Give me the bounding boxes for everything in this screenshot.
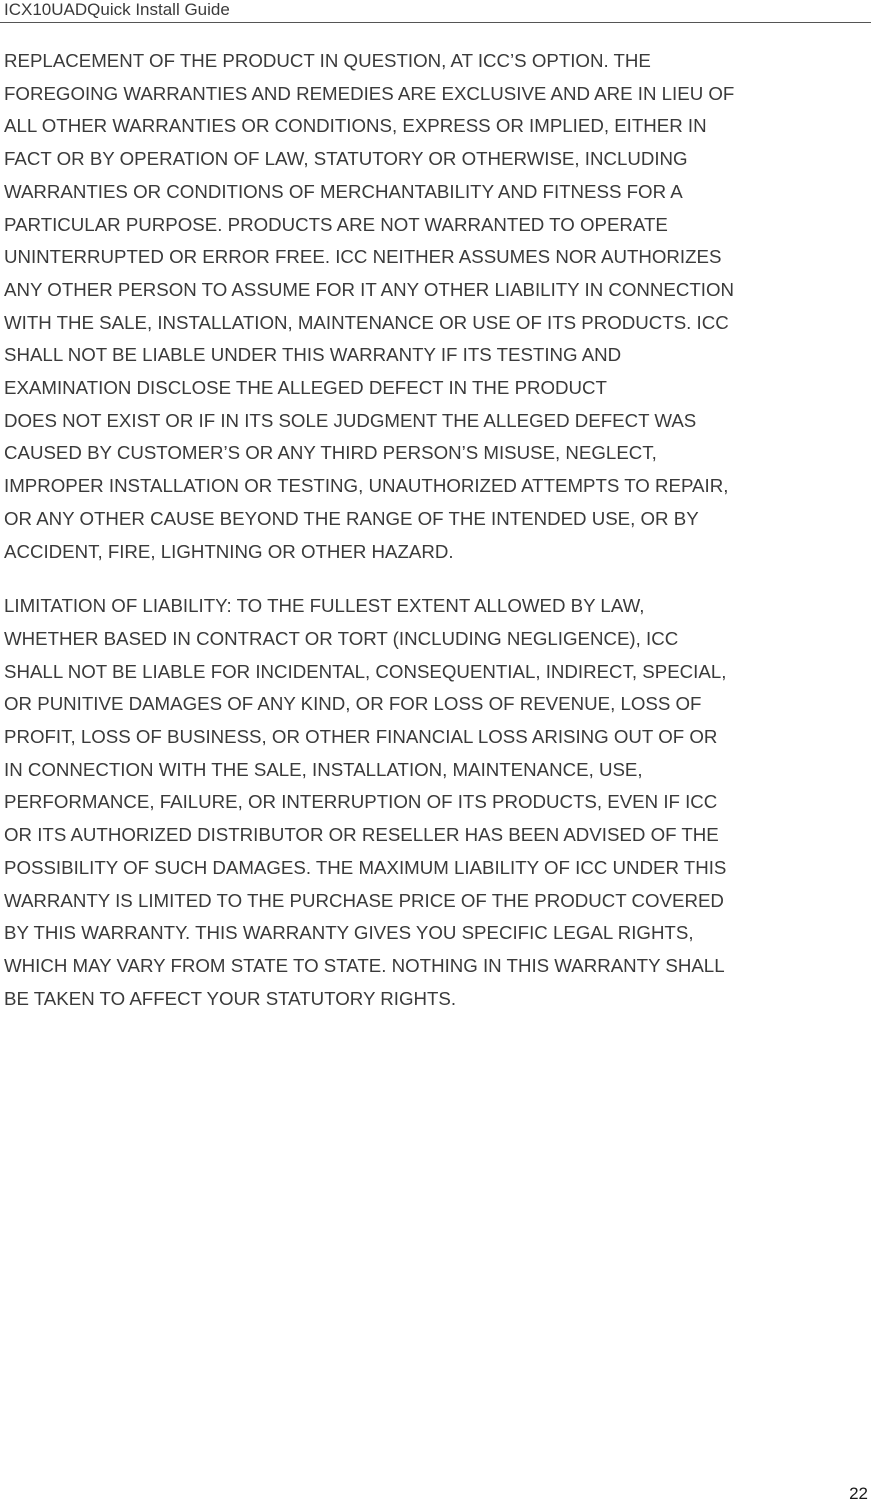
- text-line: IMPROPER INSTALLATION OR TESTING, UNAUTHORIZED ATTEMPTS TO REPAIR,: [4, 475, 729, 497]
- text-line: DOES NOT EXIST OR IF IN ITS SOLE JUDGMENT THE ALLEGED DEFECT WAS: [4, 409, 697, 431]
- text-line: ALL OTHER WARRANTIES OR CONDITIONS, EXPRESS OR IMPLIED, EITHER IN: [4, 115, 707, 137]
- text-line: REPLACEMENT OF THE PRODUCT IN QUESTION, AT ICC’S OPTION. THE: [4, 50, 651, 71]
- text-line: OR ANY OTHER CAUSE BEYOND THE RANGE OF THE INTENDED USE, OR BY: [4, 507, 699, 529]
- text-line: ANY OTHER PERSON TO ASSUME FOR IT ANY OTHER LIABILITY IN CONNECTION: [4, 278, 735, 300]
- text-line: POSSIBILITY OF SUCH DAMAGES. THE MAXIMUM LIABILITY OF ICC UNDER THIS: [4, 856, 727, 878]
- page-number: 22: [849, 1484, 868, 1503]
- warranty-remedies-paragraph: [4, 45, 870, 568]
- text-line: PROFIT, LOSS OF BUSINESS, OR OTHER FINANCIAL LOSS ARISING OUT OF OR: [4, 726, 718, 748]
- document-title: ICX10UADQuick Install Guide: [4, 0, 230, 19]
- text-line: LIMITATION OF LIABILITY: TO THE FULLEST EXTENT ALLOWED BY LAW,: [4, 595, 645, 617]
- text-line: SHALL NOT BE LIABLE UNDER THIS WARRANTY IF ITS TESTING AND: [4, 344, 622, 366]
- text-line: PERFORMANCE, FAILURE, OR INTERRUPTION OF ITS PRODUCTS, EVEN IF ICC: [4, 791, 718, 813]
- document-body: [4, 45, 870, 1015]
- text-line: ACCIDENT, FIRE, LIGHTNING OR OTHER HAZARD.: [4, 540, 454, 562]
- text-line: EXAMINATION DISCLOSE THE ALLEGED DEFECT IN THE PRODUCT: [4, 377, 607, 399]
- text-line: OR ITS AUTHORIZED DISTRIBUTOR OR RESELLER HAS BEEN ADVISED OF THE: [4, 824, 719, 846]
- limitation-of-liability-paragraph: [4, 590, 870, 1015]
- text-line: BY THIS WARRANTY. THIS WARRANTY GIVES YOU SPECIFIC LEGAL RIGHTS,: [4, 922, 694, 944]
- text-line: OR PUNITIVE DAMAGES OF ANY KIND, OR FOR LOSS OF REVENUE, LOSS OF: [4, 693, 702, 715]
- text-line: WARRANTY IS LIMITED TO THE PURCHASE PRICE OF THE PRODUCT COVERED: [4, 889, 724, 911]
- text-line: WHICH MAY VARY FROM STATE TO STATE. NOTHING IN THIS WARRANTY SHALL: [4, 954, 725, 976]
- text-line: WITH THE SALE, INSTALLATION, MAINTENANCE OR USE OF ITS PRODUCTS. ICC: [4, 311, 729, 333]
- text-line: SHALL NOT BE LIABLE FOR INCIDENTAL, CONSEQUENTIAL, INDIRECT, SPECIAL,: [4, 660, 727, 682]
- text-line: FOREGOING WARRANTIES AND REMEDIES ARE EXCLUSIVE AND ARE IN LIEU OF: [4, 82, 735, 104]
- page-header: [0, 0, 871, 23]
- text-line: CAUSED BY CUSTOMER’S OR ANY THIRD PERSON’S MISUSE, NEGLECT,: [4, 442, 657, 464]
- text-line: FACT OR BY OPERATION OF LAW, STATUTORY OR OTHERWISE, INCLUDING: [4, 148, 688, 170]
- text-line: UNINTERRUPTED OR ERROR FREE. ICC NEITHER ASSUMES NOR AUTHORIZES: [4, 246, 722, 268]
- text-line: PARTICULAR PURPOSE. PRODUCTS ARE NOT WARRANTED TO OPERATE: [4, 213, 668, 235]
- text-line: WARRANTIES OR CONDITIONS OF MERCHANTABILITY AND FITNESS FOR A: [4, 180, 683, 202]
- text-line: BE TAKEN TO AFFECT YOUR STATUTORY RIGHTS.: [4, 987, 457, 1009]
- text-line: WHETHER BASED IN CONTRACT OR TORT (INCLUDING NEGLIGENCE), ICC: [4, 627, 679, 649]
- text-line: IN CONNECTION WITH THE SALE, INSTALLATION, MAINTENANCE, USE,: [4, 758, 643, 780]
